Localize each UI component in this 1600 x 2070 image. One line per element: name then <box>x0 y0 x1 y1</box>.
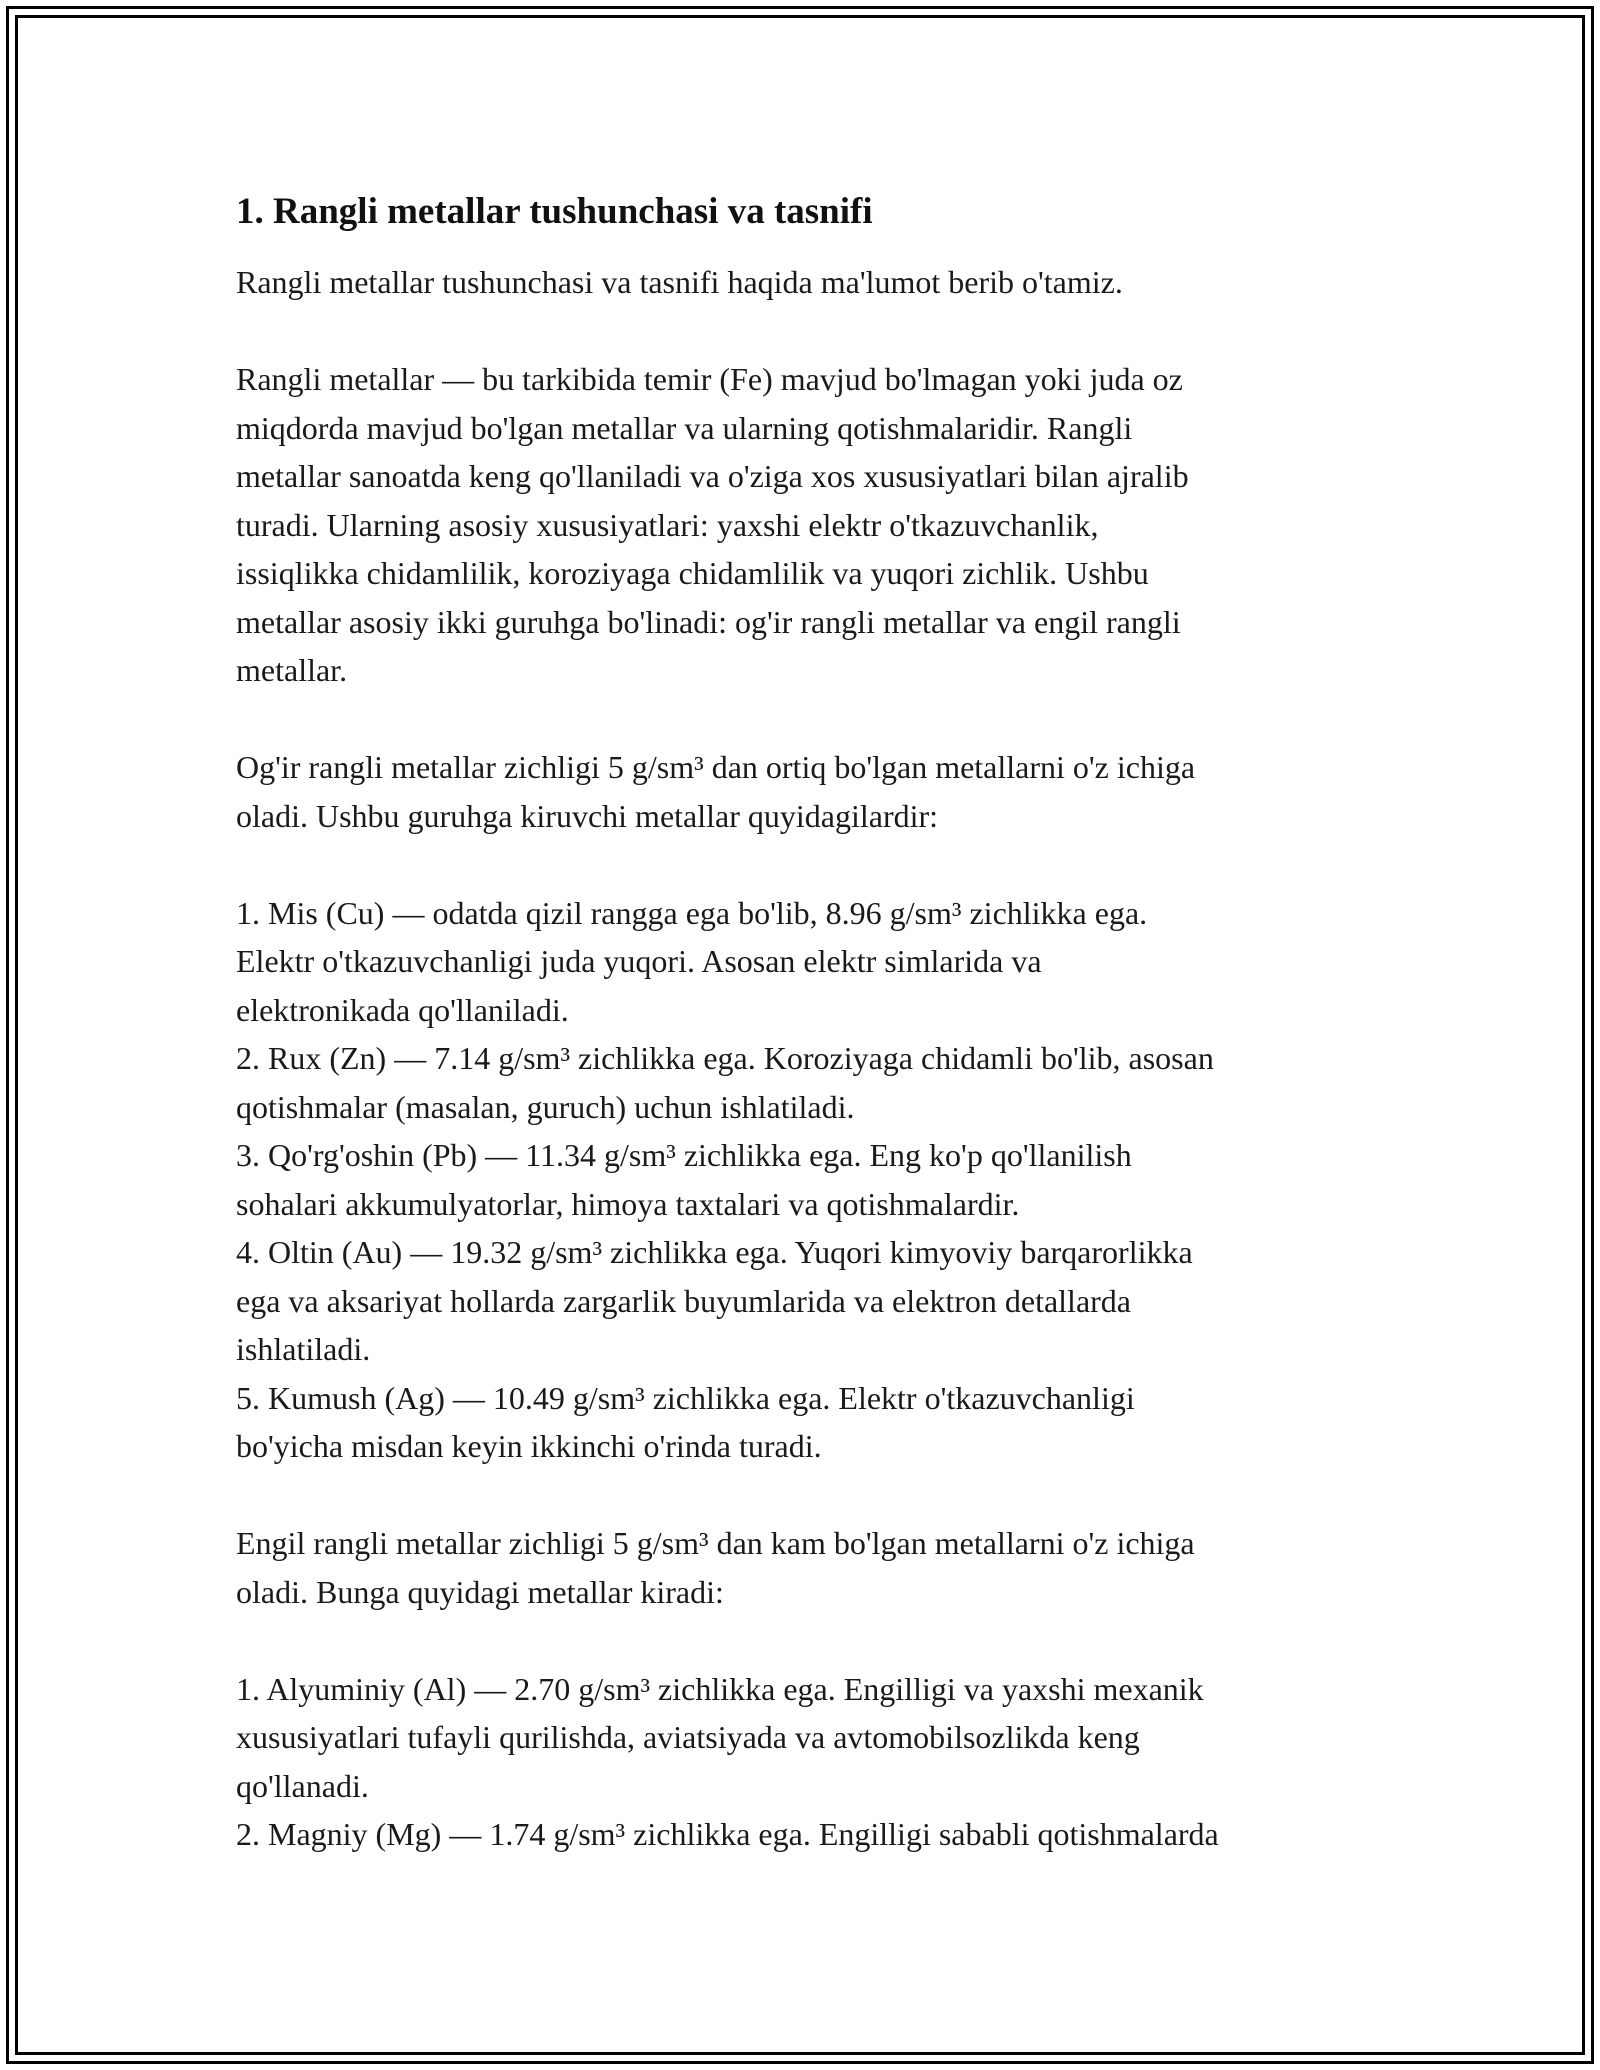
list-line: Elektr o'tkazuvchanligi juda yuqori. Asosan elektr simlarida va <box>236 943 1042 979</box>
list-line: 1. Mis (Cu) — odatda qizil rangga ega bo'lib, 8.96 g/sm³ zichlikka ega. <box>236 894 1148 931</box>
text-line: Og'ir rangli metallar zichligi 5 g/sm³ dan ortiq bo'lgan metallarni o'z ichiga <box>236 749 1196 785</box>
list-line: 1. Alyuminiy (Al) — 2.70 g/sm³ zichlikka ega. Engilligi va yaxshi mexanik <box>236 1670 1204 1707</box>
text-line: turadi. Ularning asosiy xususiyatlari: yaxshi elektr o'tkazuvchanlik, <box>236 506 1099 543</box>
paragraph-gap <box>236 695 1376 744</box>
text-line: miqdorda mavjud bo'lgan metallar va ularning qotishmalaridir. Rangli <box>236 409 1133 446</box>
list-line: bo'yicha misdan keyin ikkinchi o'rinda turadi. <box>236 1428 822 1464</box>
list-line: ega va aksariyat hollarda zargarlik buyumlarida va elektron detallarda <box>236 1282 1131 1319</box>
text-line: oladi. Ushbu guruhga kiruvchi metallar quyidagilardir: <box>236 797 939 834</box>
light-metals-list <box>236 1665 1376 1859</box>
text-line: Rangli metallar — bu tarkibida temir (Fe) mavjud bo'lmagan yoki juda oz <box>236 361 1183 397</box>
list-line: sohalari akkumulyatorlar, himoya taxtalari va qotishmalardir. <box>236 1185 1020 1222</box>
light-metals-intro <box>236 1519 1376 1616</box>
section-heading: 1. Rangli metallar tushunchasi va tasnifi <box>236 191 873 232</box>
list-line: elektronikada qo'llaniladi. <box>236 991 569 1028</box>
list-line: 2. Magniy (Mg) — 1.74 g/sm³ zichlikka ega. Engilligi sababli qotishmalarda <box>236 1816 1219 1852</box>
text-line: oladi. Bunga quyidagi metallar kiradi: <box>236 1573 724 1610</box>
list-line: ishlatiladi. <box>236 1331 371 1367</box>
text-line: metallar. <box>236 652 348 688</box>
list-line: qotishmalar (masalan, guruch) uchun ishlatiladi. <box>236 1088 855 1125</box>
heavy-metals-list <box>236 889 1376 1471</box>
list-line: xususiyatlari tufayli qurilishda, aviatsiyada va avtomobilsozlikda keng <box>236 1719 1140 1755</box>
list-line: 4. Oltin (Au) — 19.32 g/sm³ zichlikka ega. Yuqori kimyoviy barqarorlikka <box>236 1234 1193 1270</box>
text-line: metallar asosiy ikki guruhga bo'linadi: og'ir rangli metallar va engil rangli <box>236 603 1181 640</box>
paragraph-gap <box>236 1616 1376 1665</box>
list-line: 5. Kumush (Ag) — 10.49 g/sm³ zichlikka ega. Elektr o'tkazuvchanligi <box>236 1379 1135 1416</box>
document-body <box>236 188 1376 1859</box>
heavy-metals-intro <box>236 743 1376 840</box>
text-line: issiqlikka chidamlilik, koroziyaga chidamlilik va yuqori zichlik. Ushbu <box>236 555 1149 591</box>
paragraph-gap <box>236 307 1376 356</box>
text-line: metallar sanoatda keng qo'llaniladi va o'ziga xos xususiyatlari bilan ajralib <box>236 458 1189 494</box>
list-line: 3. Qo'rg'oshin (Pb) — 11.34 g/sm³ zichlikka ega. Eng ko'p qo'llanilish <box>236 1137 1132 1173</box>
definition-paragraph <box>236 355 1376 695</box>
list-line: 2. Rux (Zn) — 7.14 g/sm³ zichlikka ega. Koroziyaga chidamli bo'lib, asosan <box>236 1040 1214 1076</box>
paragraph-gap <box>236 840 1376 889</box>
list-line: qo'llanadi. <box>236 1767 369 1804</box>
paragraph-gap <box>236 1471 1376 1520</box>
text-line: Engil rangli metallar zichligi 5 g/sm³ dan kam bo'lgan metallarni o'z ichiga <box>236 1525 1195 1561</box>
intro-paragraph: Rangli metallar tushunchasi va tasnifi haqida ma'lumot berib o'tamiz. <box>236 264 1123 300</box>
